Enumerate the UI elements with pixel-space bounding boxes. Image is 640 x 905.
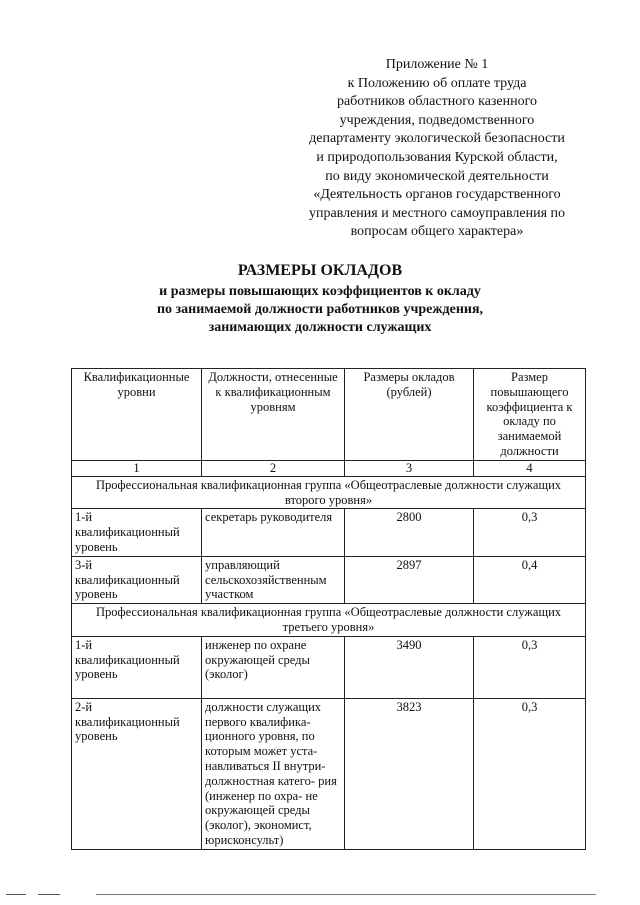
group-row: [72, 476, 586, 509]
appendix-line: к Положению об оплате труда: [347, 75, 527, 91]
appendix-line: и природопользования Курской области,: [316, 149, 558, 165]
position-cell: управляющий сельскохозяйственным участком: [202, 556, 345, 603]
appendix-line: управления и местного самоуправления по: [308, 205, 566, 221]
appendix-block: [272, 56, 602, 242]
position-cell: секретарь руководителя: [202, 509, 345, 556]
salary-cell: 3490: [345, 636, 474, 698]
position-cell: должности служащих первого квалифика- ционного уровня, по которым может уста- навливаться II внутри- должностная катего- рия (инженер по охра- не окружающей среды (эколог), экономист, юрисконсульт): [202, 698, 345, 849]
document-subtitle-line-1: и размеры повышающих коэффициентов к окладу: [159, 284, 481, 299]
appendix-line: Приложение № 1: [385, 57, 489, 72]
appendix-line: учреждения, подведомственного: [339, 112, 535, 128]
table-row: [72, 636, 586, 698]
group-title: Профессиональная квалификационная группа «Общеотраслевые должности служащих второго уровня»: [72, 476, 586, 509]
column-number-row: [72, 460, 586, 476]
document-subtitle-line-2: по занимаемой должности работников учреждения,: [156, 302, 484, 317]
position-cell: инженер по охране окружающей среды (эколог): [202, 636, 345, 698]
group-row: [72, 604, 586, 637]
appendix-line: по виду экономической деятельности: [325, 168, 549, 184]
salary-cell: 2800: [345, 509, 474, 556]
column-number: 3: [345, 460, 474, 476]
header-coefficient: Размер повышающего коэффициента к окладу по занимаемой должности: [474, 369, 586, 461]
column-number: 1: [72, 460, 202, 476]
scan-edge-mark: [6, 894, 26, 895]
coefficient-cell: 0,4: [474, 556, 586, 603]
appendix-line: «Деятельность органов государственного: [313, 187, 561, 203]
document-subtitle-line-3: занимающих должности служащих: [208, 320, 432, 335]
column-number: 4: [474, 460, 586, 476]
scan-edge-mark: [38, 894, 60, 895]
coefficient-cell: 0,3: [474, 636, 586, 698]
qualification-level-cell: 2-й квалификационный уровень: [72, 698, 202, 849]
coefficient-cell: 0,3: [474, 698, 586, 849]
header-row: [72, 369, 586, 461]
salary-cell: 3823: [345, 698, 474, 849]
table-row: [72, 698, 586, 849]
appendix-line: работников областного казенного: [336, 94, 538, 110]
qualification-level-cell: 1-й квалификационный уровень: [72, 636, 202, 698]
header-qualification-levels: Квалификационные уровни: [72, 369, 202, 461]
salary-cell: 2897: [345, 556, 474, 603]
header-salary: Размеры окладов (рублей): [345, 369, 474, 461]
document-title: РАЗМЕРЫ ОКЛАДОВ: [237, 262, 403, 279]
table-row: [72, 509, 586, 556]
salary-table: [71, 368, 586, 850]
group-title: Профессиональная квалификационная группа «Общеотраслевые должности служащих третьего уровня»: [72, 604, 586, 637]
column-number: 2: [202, 460, 345, 476]
qualification-level-cell: 3-й квалификационный уровень: [72, 556, 202, 603]
footer-rule: [96, 894, 596, 895]
header-positions: Должности, отнесенные к квалификационным уровням: [202, 369, 345, 461]
table-row: [72, 556, 586, 603]
coefficient-cell: 0,3: [474, 509, 586, 556]
appendix-line: департаменту экологической безопасности: [309, 131, 565, 147]
qualification-level-cell: 1-й квалификационный уровень: [72, 509, 202, 556]
appendix-line: вопросам общего характера»: [350, 224, 524, 240]
